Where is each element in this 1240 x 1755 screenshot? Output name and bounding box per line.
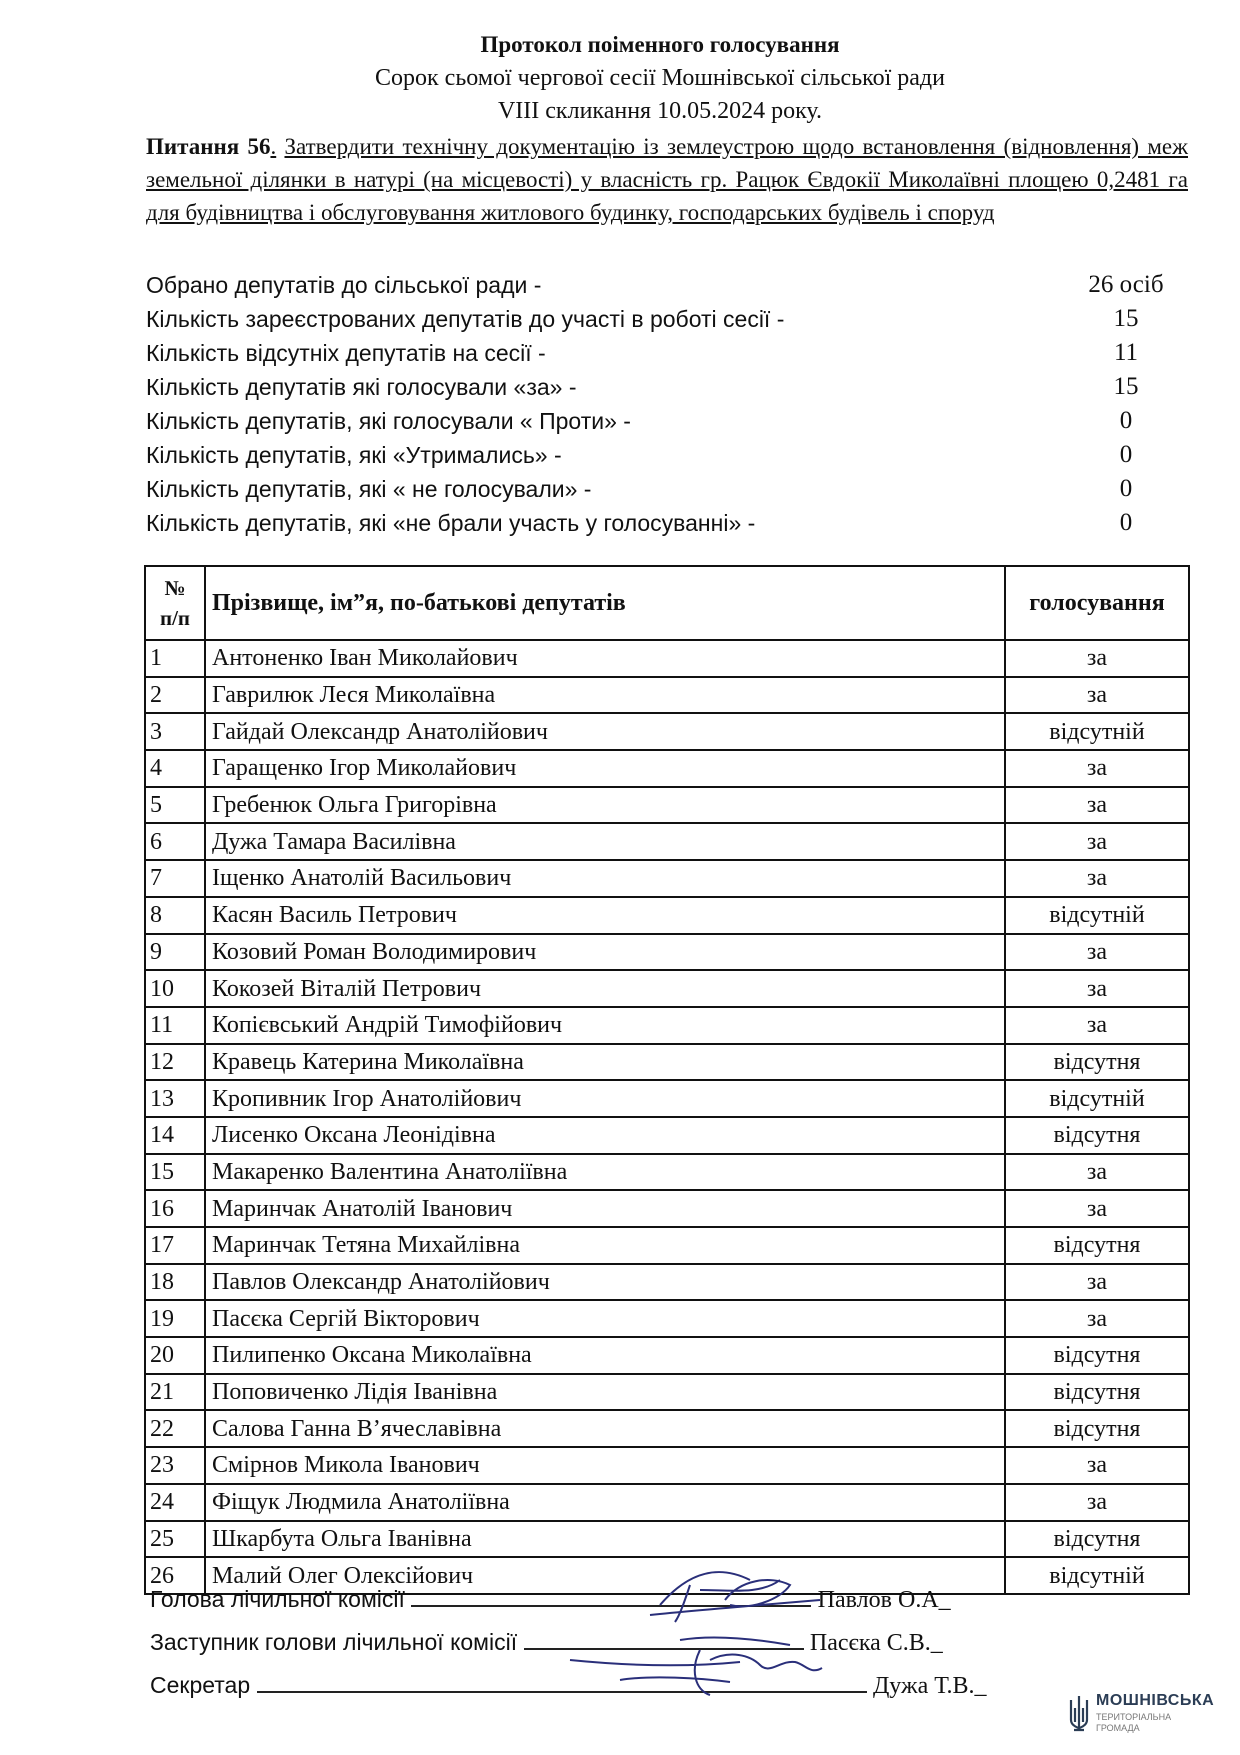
chair-name: Павлов О.А_ <box>817 1587 951 1613</box>
vote-result: відсутня <box>1005 1521 1189 1558</box>
document-title: Протокол поіменного голосування <box>480 32 840 57</box>
table-row <box>145 1264 1189 1301</box>
table-row <box>145 1007 1189 1044</box>
deputy-name: Кропивник Ігор Анатолійович <box>205 1080 1005 1117</box>
table-row <box>145 970 1189 1007</box>
vote-result: за <box>1005 823 1189 860</box>
table-row <box>145 1044 1189 1081</box>
row-number: 9 <box>145 934 205 971</box>
vote-result: відсутня <box>1005 1044 1189 1081</box>
vote-result: за <box>1005 787 1189 824</box>
header-number-line2: п/п <box>159 606 191 630</box>
deputy-name: Пасєка Сергій Вікторович <box>205 1300 1005 1337</box>
table-row <box>145 860 1189 897</box>
row-number: 21 <box>145 1374 205 1411</box>
stat-value: 0 <box>1119 509 1133 536</box>
stat-value: 11 <box>1113 339 1139 366</box>
vote-result: за <box>1005 1190 1189 1227</box>
secretary-handwritten-signature <box>560 1620 840 1710</box>
stat-row <box>146 506 1196 540</box>
deputy-name: Лисенко Оксана Леонідівна <box>205 1117 1005 1154</box>
session-subtitle: Сорок сьомої чергової сесії Мошнівської сільської ради <box>375 65 945 91</box>
stat-row <box>146 302 1196 336</box>
row-number: 16 <box>145 1190 205 1227</box>
stat-value: 26 осіб <box>1088 271 1164 298</box>
stat-row <box>146 336 1196 370</box>
agenda-question <box>146 130 1188 229</box>
vote-result: за <box>1005 1447 1189 1484</box>
deputy-name: Касян Василь Петрович <box>205 897 1005 934</box>
vote-result: за <box>1005 1007 1189 1044</box>
deputy-name: Салова Ганна В’ячеславівна <box>205 1410 1005 1447</box>
deputy-name: Пасєка С.В._ <box>809 1630 943 1656</box>
deputy-name: Іщенко Анатолій Васильович <box>205 860 1005 897</box>
deputy-name: Козовий Роман Володимирович <box>205 934 1005 971</box>
stat-value: 15 <box>1113 373 1139 400</box>
stat-label: Кількість депутатів, які голосували « Проти» - <box>146 408 631 434</box>
row-number: 24 <box>145 1484 205 1521</box>
stat-label: Кількість зареєстрованих депутатів до участі в роботі сесії - <box>146 306 785 332</box>
stat-row <box>146 268 1196 302</box>
table-row <box>145 1374 1189 1411</box>
row-number: 10 <box>145 970 205 1007</box>
table-row <box>145 677 1189 714</box>
trident-emblem-icon <box>1068 1694 1090 1734</box>
row-number: 14 <box>145 1117 205 1154</box>
vote-result: за <box>1005 677 1189 714</box>
row-number: 7 <box>145 860 205 897</box>
row-number: 11 <box>145 1007 205 1044</box>
vote-result: за <box>1005 970 1189 1007</box>
row-number: 8 <box>145 897 205 934</box>
row-number: 12 <box>145 1044 205 1081</box>
table-row <box>145 1337 1189 1374</box>
deputy-label: Заступник голови лічильної комісії <box>150 1629 518 1655</box>
deputy-name: Кокозей Віталій Петрович <box>205 970 1005 1007</box>
table-row <box>145 1410 1189 1447</box>
deputy-name: Маринчак Тетяна Михайлівна <box>205 1227 1005 1264</box>
row-number: 3 <box>145 713 205 750</box>
vote-result: відсутній <box>1005 713 1189 750</box>
roll-call-table <box>144 565 1190 1595</box>
table-row <box>145 787 1189 824</box>
row-number: 15 <box>145 1154 205 1191</box>
stat-label: Кількість депутатів які голосували «за» - <box>146 374 577 400</box>
secretary-label: Секретар <box>150 1672 251 1698</box>
vote-result: за <box>1005 1484 1189 1521</box>
table-row <box>145 1521 1189 1558</box>
deputy-name: Пилипенко Оксана Миколаївна <box>205 1337 1005 1374</box>
vote-result: за <box>1005 1264 1189 1301</box>
vote-result: за <box>1005 750 1189 787</box>
stat-label: Кількість депутатів, які «не брали участь у голосуванні» - <box>146 510 756 536</box>
deputy-name: Поповиченко Лідія Іванівна <box>205 1374 1005 1411</box>
vote-result: за <box>1005 1300 1189 1337</box>
vote-result: відсутня <box>1005 1410 1189 1447</box>
table-row <box>145 1190 1189 1227</box>
table-row <box>145 1447 1189 1484</box>
row-number: 13 <box>145 1080 205 1117</box>
row-number: 26 <box>145 1557 205 1594</box>
convocation-date: VIII скликання 10.05.2024 року. <box>497 98 823 124</box>
table-row <box>145 897 1189 934</box>
deputy-name: Гребенюк Ольга Григорівна <box>205 787 1005 824</box>
table-row <box>145 1080 1189 1117</box>
row-number: 6 <box>145 823 205 860</box>
vote-result: відсутня <box>1005 1337 1189 1374</box>
deputy-name: Дужа Тамара Василівна <box>205 823 1005 860</box>
row-number: 25 <box>145 1521 205 1558</box>
table-row <box>145 1154 1189 1191</box>
question-dot: . <box>270 134 277 159</box>
deputy-name: Гаращенко Ігор Миколайович <box>205 750 1005 787</box>
header-vote: голосування <box>1005 566 1189 640</box>
deputy-name: Смірнов Микола Іванович <box>205 1447 1005 1484</box>
deputy-name: Фіщук Людмила Анатоліївна <box>205 1484 1005 1521</box>
header-number-line1: № <box>164 576 186 600</box>
vote-result: за <box>1005 640 1189 677</box>
deputy-name: Макаренко Валентина Анатоліївна <box>205 1154 1005 1191</box>
table-row <box>145 1300 1189 1337</box>
chair-label: Голова лічильної комісії <box>150 1586 405 1612</box>
table-row <box>145 713 1189 750</box>
stat-row <box>146 370 1196 404</box>
row-number: 1 <box>145 640 205 677</box>
stat-row <box>146 404 1196 438</box>
table-row <box>145 1227 1189 1264</box>
table-row <box>145 934 1189 971</box>
table-row <box>145 823 1189 860</box>
row-number: 2 <box>145 677 205 714</box>
stat-value: 0 <box>1119 407 1133 434</box>
row-number: 19 <box>145 1300 205 1337</box>
vote-result: відсутня <box>1005 1374 1189 1411</box>
header-number <box>145 566 205 640</box>
deputy-name: Кравець Катерина Миколаївна <box>205 1044 1005 1081</box>
deputy-name: Павлов Олександр Анатолійович <box>205 1264 1005 1301</box>
vote-result: за <box>1005 860 1189 897</box>
logo-subtitle: ТЕРИТОРІАЛЬНА ГРОМАДА <box>1096 1712 1172 1733</box>
deputy-name: Гайдай Олександр Анатолійович <box>205 713 1005 750</box>
table-row <box>145 1117 1189 1154</box>
secretary-name: Дужа Т.В._ <box>872 1673 987 1699</box>
deputy-name: Копієвський Андрій Тимофійович <box>205 1007 1005 1044</box>
vote-result: відсутній <box>1005 1080 1189 1117</box>
table-row <box>145 640 1189 677</box>
deputy-name: Гаврилюк Леся Миколаївна <box>205 677 1005 714</box>
stat-value: 0 <box>1119 475 1133 502</box>
row-number: 22 <box>145 1410 205 1447</box>
question-label: Питання 56 <box>146 134 271 159</box>
stat-value: 0 <box>1119 441 1133 468</box>
stat-label: Обрано депутатів до сільської ради - <box>146 272 542 298</box>
community-logo <box>1068 1688 1228 1742</box>
row-number: 23 <box>145 1447 205 1484</box>
vote-result: відсутній <box>1005 1557 1189 1594</box>
table-header-row <box>145 566 1189 640</box>
row-number: 18 <box>145 1264 205 1301</box>
stat-row <box>146 472 1196 506</box>
row-number: 5 <box>145 787 205 824</box>
vote-result: за <box>1005 934 1189 971</box>
stat-label: Кількість відсутніх депутатів на сесії - <box>146 340 546 366</box>
row-number: 20 <box>145 1337 205 1374</box>
vote-result: відсутня <box>1005 1117 1189 1154</box>
stat-label: Кількість депутатів, які «Утримались» - <box>146 442 562 468</box>
vote-result: відсутній <box>1005 897 1189 934</box>
logo-title: МОШНІВСЬКА <box>1096 1692 1215 1709</box>
table-row <box>145 1484 1189 1521</box>
stat-label: Кількість депутатів, які « не голосували» - <box>146 476 592 502</box>
row-number: 17 <box>145 1227 205 1264</box>
deputy-name: Шкарбута Ольга Іванівна <box>205 1521 1005 1558</box>
vote-result: за <box>1005 1154 1189 1191</box>
deputy-name: Антоненко Іван Миколайович <box>205 640 1005 677</box>
chair-signature-line <box>150 1584 951 1615</box>
stat-value: 15 <box>1113 305 1139 332</box>
table-row <box>145 750 1189 787</box>
question-text: Затвердити технічну документацію із землеустрою щодо встановлення (відновлення) меж земельної ділянки в натурі (на місцевості) у власність гр. Рацюк Євдокії Миколаївні площею 0,2481 га для будівництва і обслуговування житлового будинку, господарських будівель і споруд <box>146 134 1188 225</box>
deputy-name: Малий Олег Олексійович <box>205 1557 1005 1594</box>
vote-result: відсутня <box>1005 1227 1189 1264</box>
row-number: 4 <box>145 750 205 787</box>
deputy-name: Маринчак Анатолій Іванович <box>205 1190 1005 1227</box>
header-name: Прізвище, ім”я, по-батькові депутатів <box>205 566 1005 640</box>
stat-row <box>146 438 1196 472</box>
